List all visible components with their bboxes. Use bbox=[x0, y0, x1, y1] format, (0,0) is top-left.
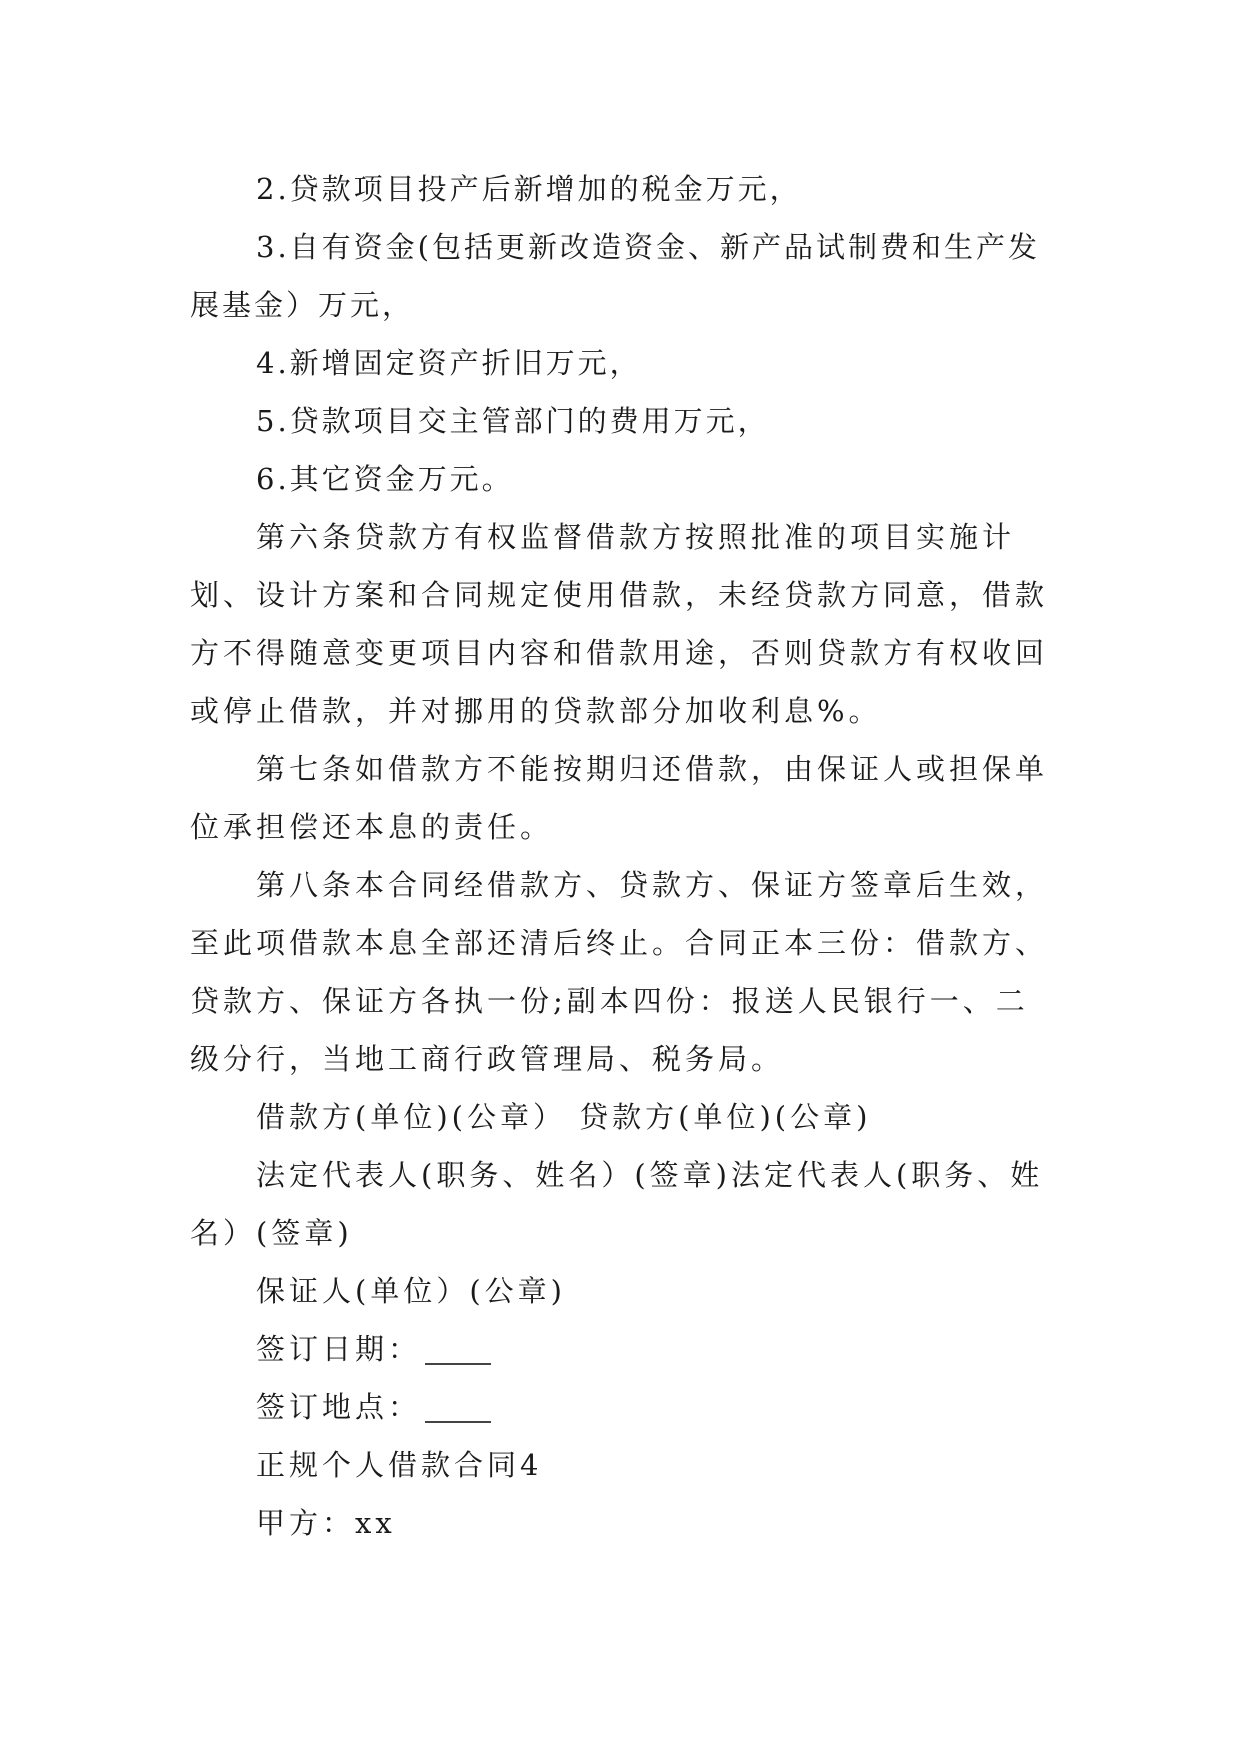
paragraph-article-8: 第八条本合同经借款方、贷款方、保证方签章后生效，至此项借款本息全部还清后终止。合同正本三份：借款方、贷款方、保证方各执一份;副本四份：报送人民银行一、二级分行，当地工商行政管理局、税务局。 bbox=[190, 868, 1049, 1076]
signing-place-blank bbox=[425, 1387, 491, 1423]
paragraph-item-5: 5.贷款项目交主管部门的费用万元， bbox=[256, 404, 770, 438]
paragraph-article-6: 第六条贷款方有权监督借款方按照批准的项目实施计划、设计方案和合同规定使用借款，未经贷款方同意，借款方不得随意变更项目内容和借款用途，否则贷款方有权收回或停止借款，并对挪用的贷款部分加收利息%。 bbox=[190, 520, 1049, 728]
signing-place-label: 签订地点： bbox=[256, 1390, 422, 1424]
legal-representative-line: 法定代表人(职务、姓名）(签章)法定代表人(职务、姓名）(签章) bbox=[190, 1158, 1044, 1250]
signing-place-line bbox=[190, 1378, 1050, 1436]
paragraph-article-7: 第七条如借款方不能按期归还借款，由保证人或担保单位承担偿还本息的责任。 bbox=[190, 752, 1049, 844]
document-page bbox=[190, 160, 1050, 1552]
paragraph-item-6: 6.其它资金万元。 bbox=[256, 462, 514, 496]
signing-date-label: 签订日期： bbox=[256, 1332, 422, 1366]
guarantor-line: 保证人(单位）(公章) bbox=[256, 1274, 566, 1308]
signing-date-line bbox=[190, 1320, 1050, 1378]
paragraph-item-3: 3.自有资金(包括更新改造资金、新产品试制费和生产发展基金）万元， bbox=[190, 230, 1040, 322]
paragraph-item-2: 2.贷款项目投产后新增加的税金万元， bbox=[256, 172, 802, 206]
paragraph-item-4: 4.新增固定资产折旧万元， bbox=[256, 346, 642, 380]
section-title: 正规个人借款合同4 bbox=[256, 1448, 543, 1482]
signature-parties-line: 借款方(单位)(公章） 贷款方(单位)(公章) bbox=[256, 1100, 872, 1134]
party-a-line: 甲方：xx bbox=[256, 1506, 396, 1540]
signing-date-blank bbox=[425, 1329, 491, 1365]
